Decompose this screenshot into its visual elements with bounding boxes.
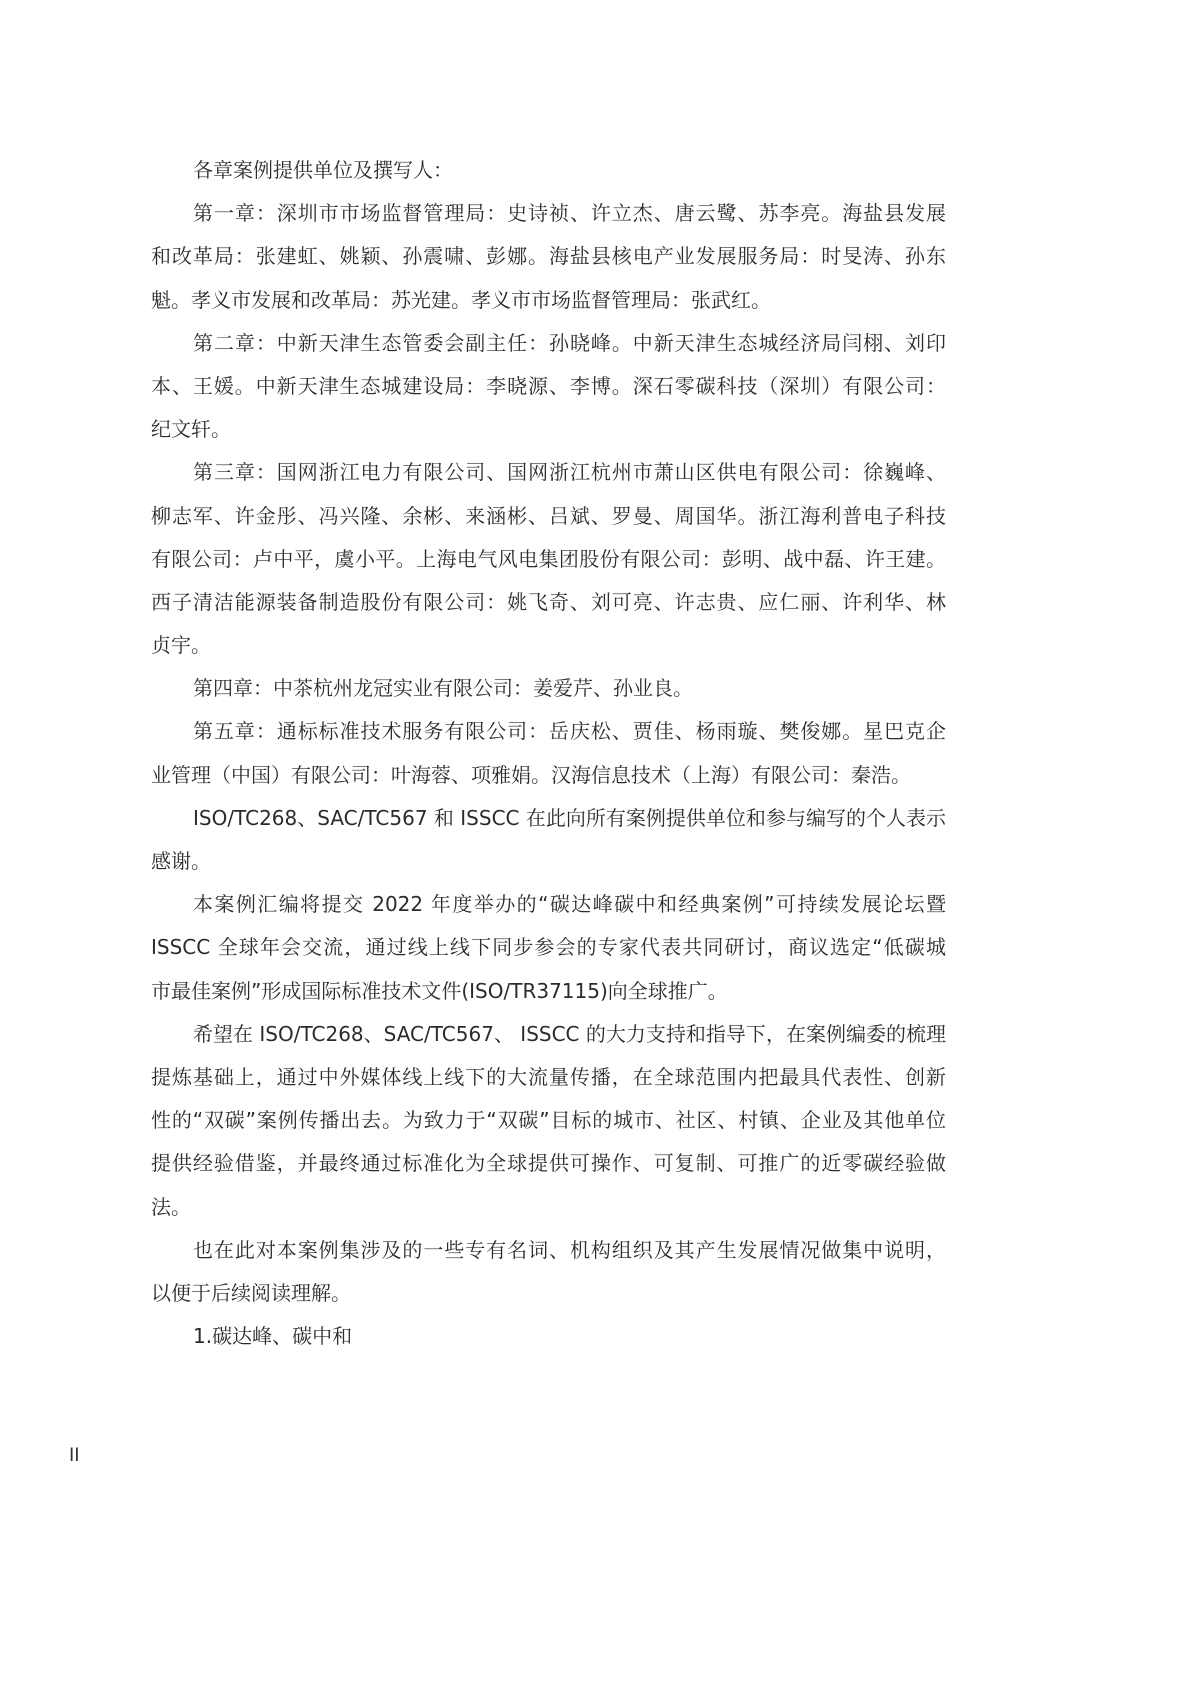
text-line: 提炼基础上，通过中外媒体线上线下的大流量传播，在全球范围内把最具代表性、创新: [151, 1064, 946, 1089]
text-line: ISO/TC268、SAC/TC567 和 ISSCC 在此向所有案例提供单位和参与编写的个人表示: [193, 805, 946, 830]
paragraph: [151, 322, 946, 452]
text-line: 纪文轩。: [151, 417, 231, 442]
text-line: 有限公司：卢中平，虞小平。上海电气风电集团股份有限公司：彭明、战中磊、许王建。: [151, 546, 946, 571]
text-line: 魁。孝义市发展和改革局：苏光建。孝义市市场监督管理局：张武红。: [151, 287, 771, 312]
text-line: 本、王媛。中新天津生态城建设局：李晓源、李博。深石零碳科技（深圳）有限公司：: [151, 373, 946, 398]
text-line: 贞宇。: [151, 633, 211, 658]
text-line: 柳志军、许金彤、冯兴隆、余彬、来涵彬、吕斌、罗曼、周国华。浙江海利普电子科技: [151, 503, 946, 528]
section-heading: [151, 1315, 946, 1358]
text-line: 感谢。: [151, 849, 211, 873]
text-line: 提供经验借鉴，并最终通过标准化为全球提供可操作、可复制、可推广的近零碳经验做: [151, 1151, 946, 1176]
paragraph: [151, 149, 946, 192]
text-line: 市最佳案例”形成国际标准技术文件(ISO/TR37115)向全球推广。: [151, 978, 728, 1003]
page-number: II: [69, 1445, 80, 1466]
text-line: 性的“双碳”案例传播出去。为致力于“双碳”目标的城市、社区、村镇、企业及其他单位: [151, 1108, 946, 1133]
text-line: 法。: [151, 1194, 191, 1219]
text-line: 第三章：国网浙江电力有限公司、国网浙江杭州市萧山区供电有限公司：徐巍峰、: [193, 460, 946, 485]
text-line: 以便于后续阅读理解。: [151, 1280, 351, 1305]
text-line: 第一章：深圳市市场监督管理局：史诗祯、许立杰、唐云鹭、苏李亮。海盐县发展: [193, 201, 946, 226]
text-line: 本案例汇编将提交 2022 年度举办的“碳达峰碳中和经典案例”可持续发展论坛暨: [193, 892, 946, 917]
text-line: 第四章：中茶杭州龙冠实业有限公司：姜爱芹、孙业良。: [193, 676, 693, 701]
text-line: 和改革局：张建虹、姚颖、孙震啸、彭娜。海盐县核电产业发展服务局：时旻涛、孙东: [151, 244, 946, 269]
text-line: 也在此对本案例集涉及的一些专有名词、机构组织及其产生发展情况做集中说明，: [193, 1237, 946, 1262]
paragraph: [151, 451, 946, 667]
paragraph: [151, 883, 946, 1013]
document-body: [151, 149, 946, 1358]
paragraph: [151, 667, 946, 710]
text-line: 业管理（中国）有限公司：叶海蓉、项雅娟。汉海信息技术（上海）有限公司：秦浩。: [151, 762, 911, 787]
paragraph: [151, 1229, 946, 1315]
paragraph: [151, 797, 946, 883]
paragraph: [151, 1013, 946, 1229]
paragraph: [151, 710, 946, 796]
text-line: 1.碳达峰、碳中和: [193, 1324, 353, 1349]
text-line: 第五章：通标标准技术服务有限公司：岳庆松、贾佳、杨雨璇、樊俊娜。星巴克企: [193, 719, 946, 744]
text-line: 西子清洁能源装备制造股份有限公司：姚飞奇、刘可亮、许志贵、应仁丽、许利华、林: [151, 589, 946, 614]
text-line: ISSCC 全球年会交流，通过线上线下同步参会的专家代表共同研讨，商议选定“低碳城: [151, 935, 946, 960]
text-line: 第二章：中新天津生态管委会副主任：孙晓峰。中新天津生态城经济局闫栩、刘印: [193, 330, 946, 355]
text-line: 各章案例提供单位及撰写人：: [193, 158, 453, 182]
text-line: 希望在 ISO/TC268、SAC/TC567、 ISSCC 的大力支持和指导下，在案例编委的梳理: [193, 1021, 946, 1046]
paragraph: [151, 192, 946, 322]
